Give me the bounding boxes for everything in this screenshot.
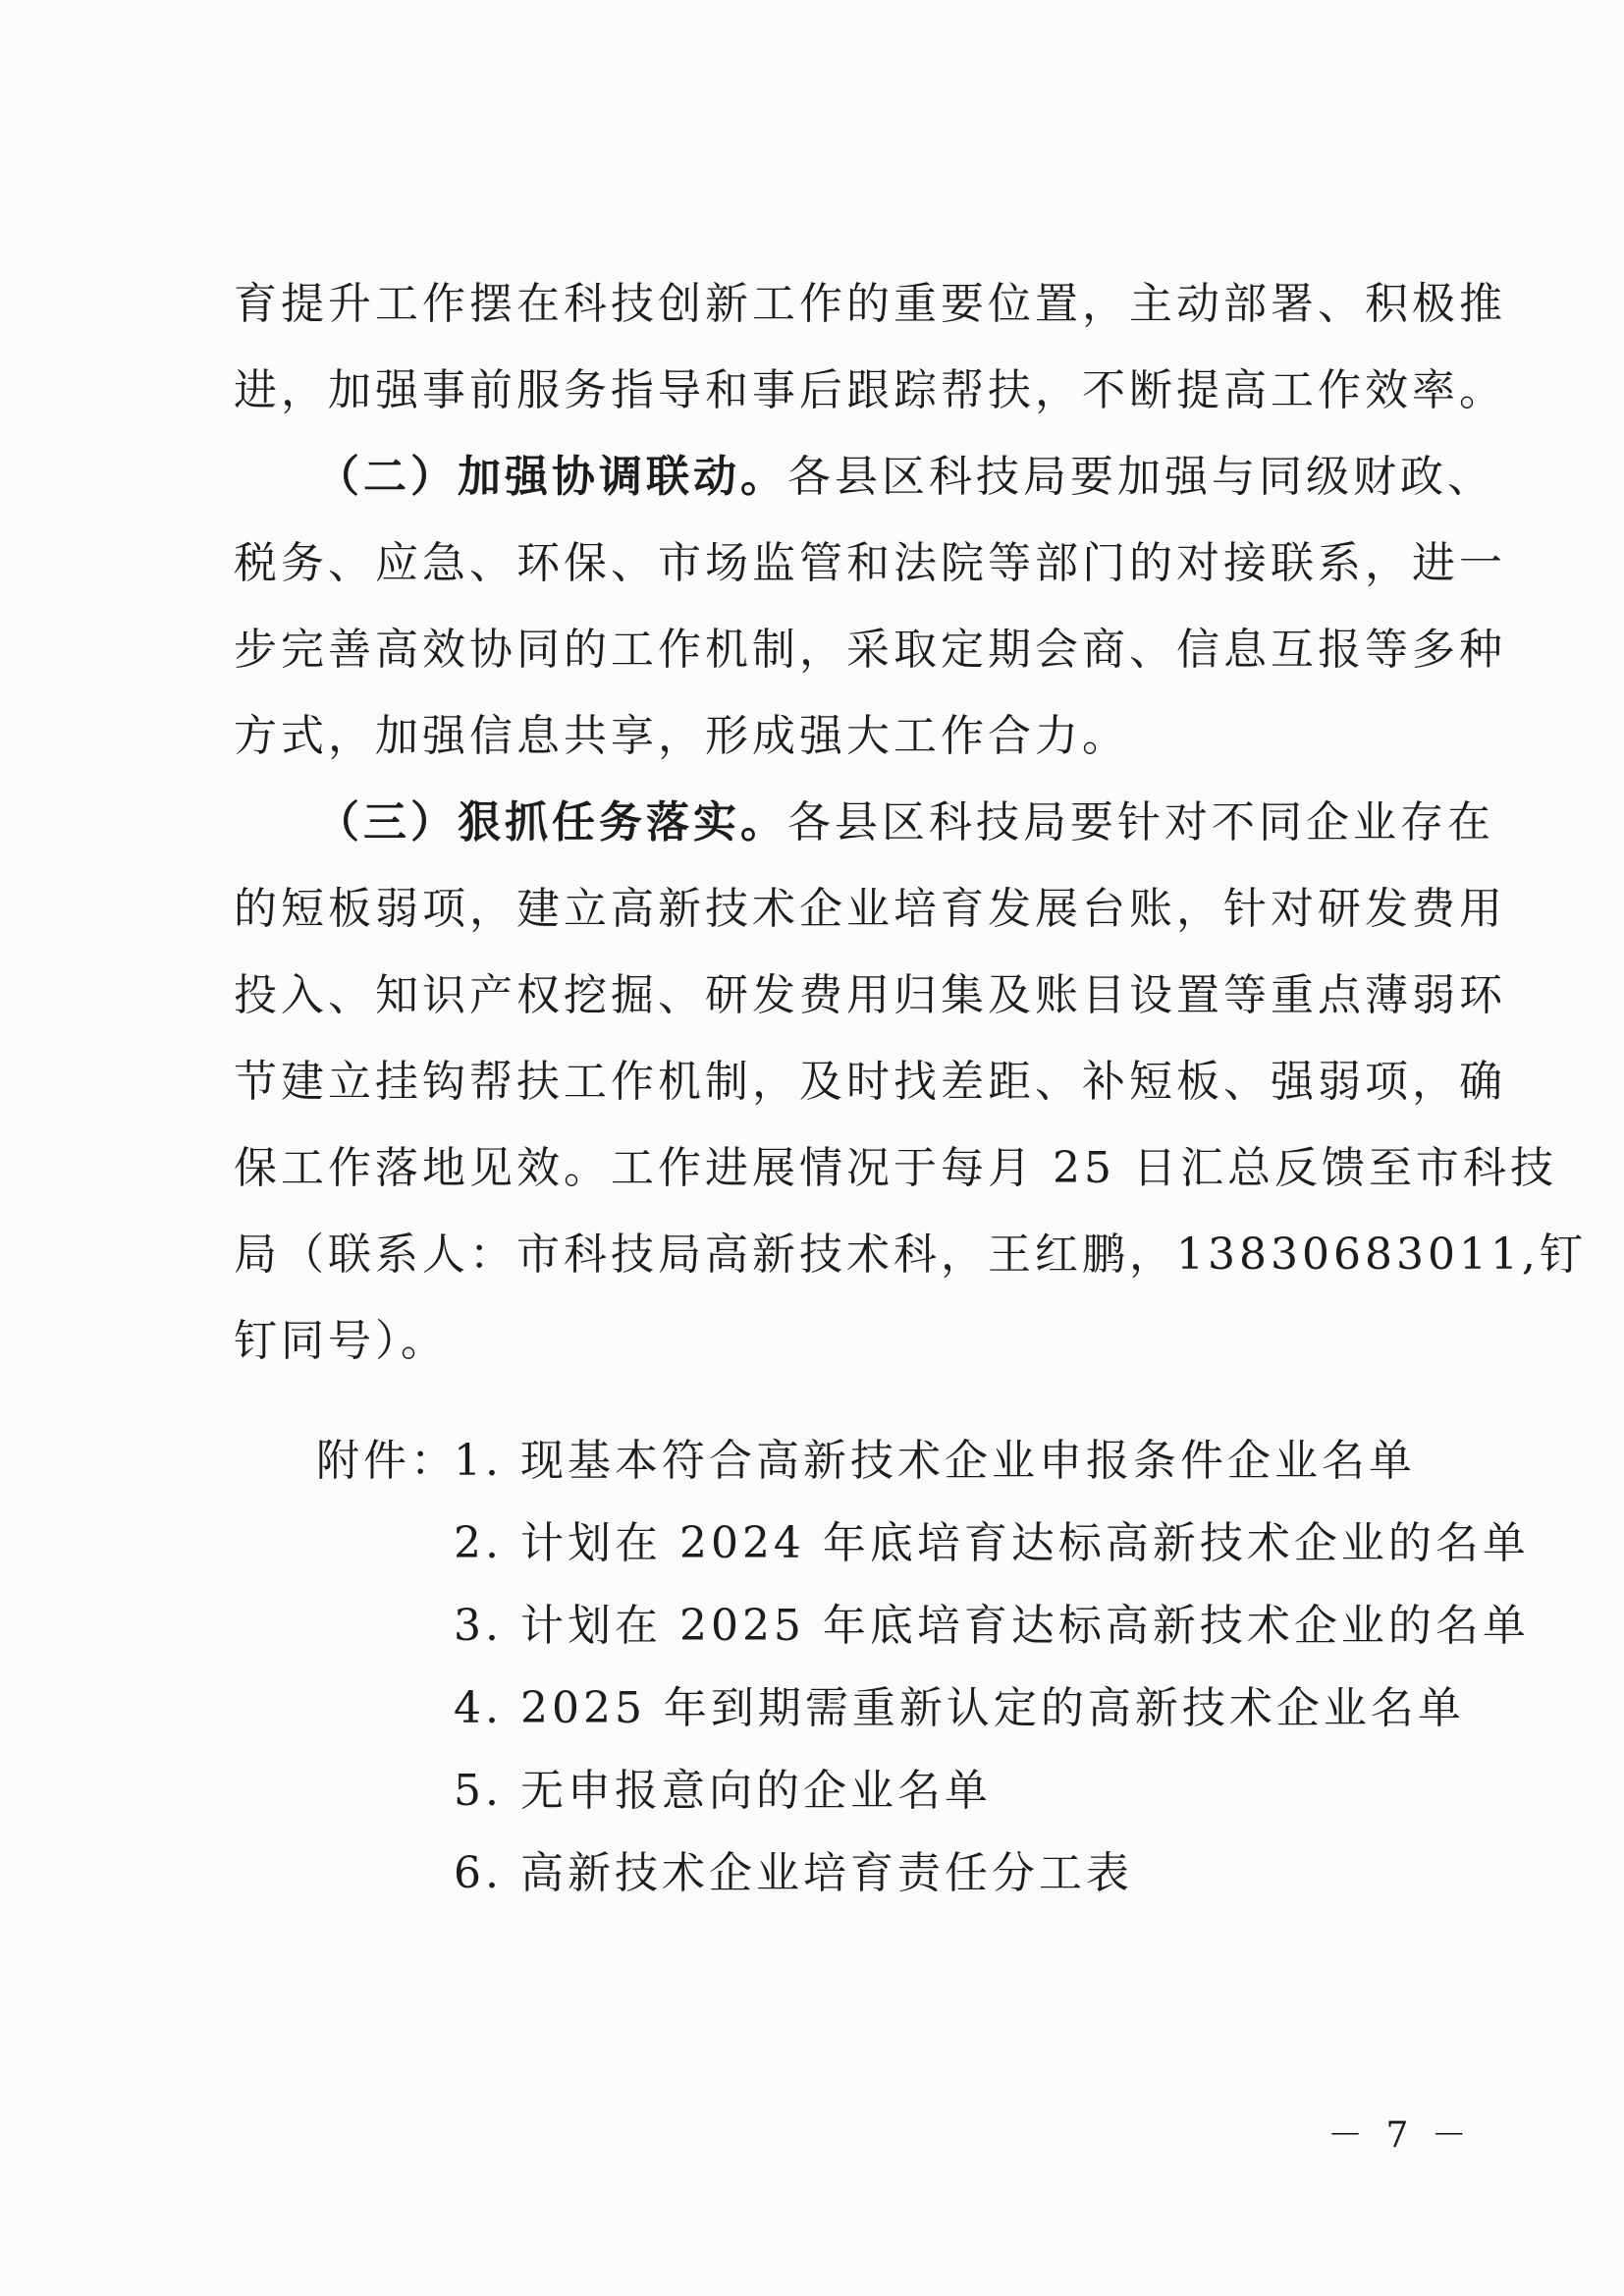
- section-3-line-1: [316, 793, 1494, 852]
- section-3-text: 各县区科技局要针对不同企业存在: [787, 797, 1494, 847]
- attachment-item-3: 3. 计划在 2025 年底培育达标高新技术企业的名单: [454, 1601, 1530, 1651]
- section-2-line-2: 税务、应急、环保、市场监管和法院等部门的对接联系，进一: [234, 538, 1506, 588]
- section-2-heading: （二）加强协调联动。: [316, 452, 787, 502]
- paragraph-1-line-2: 进，加强事前服务指导和事后跟踪帮扶，不断提高工作效率。: [234, 365, 1506, 415]
- attachment-item-2: 2. 计划在 2024 年底培育达标高新技术企业的名单: [454, 1518, 1530, 1568]
- paragraph-1-line-1: 育提升工作摆在科技创新工作的重要位置，主动部署、积极推: [234, 279, 1506, 329]
- attachment-item-6: 6. 高新技术企业培育责任分工表: [454, 1848, 1133, 1898]
- section-3-line-6: 局（联系人：市科技局高新技术科，王红鹏，13830683011,钉: [234, 1230, 1587, 1280]
- section-3-heading: （三）狠抓任务落实。: [316, 797, 787, 847]
- page-number: － 7 －: [1327, 2115, 1473, 2156]
- section-2-line-3: 步完善高效协同的工作机制，采取定期会商、信息互报等多种: [234, 625, 1506, 675]
- section-3-line-7: 钉同号）。: [234, 1316, 448, 1366]
- section-2-text: 各县区科技局要加强与同级财政、: [787, 452, 1494, 502]
- section-3-line-5: 保工作落地见效。工作进展情况于每月 25 日汇总反馈至市科技: [234, 1143, 1557, 1193]
- section-3-line-4: 节建立挂钩帮扶工作机制，及时找差距、补短板、强弱项，确: [234, 1057, 1506, 1107]
- attachment-item-5: 5. 无申报意向的企业名单: [454, 1766, 992, 1816]
- section-2-line-1: [316, 448, 1494, 507]
- attachment-item-1: 1. 现基本符合高新技术企业申报条件企业名单: [454, 1436, 1416, 1486]
- attachments-label: 附件：: [316, 1436, 458, 1486]
- section-3-line-3: 投入、知识产权挖掘、研发费用归集及账目设置等重点薄弱环: [234, 970, 1506, 1020]
- section-3-line-2: 的短板弱项，建立高新技术企业培育发展台账，针对研发费用: [234, 884, 1506, 934]
- attachment-item-4: 4. 2025 年到期需重新认定的高新技术企业名单: [454, 1683, 1465, 1733]
- section-2-line-4: 方式，加强信息共享，形成强大工作合力。: [234, 711, 1129, 761]
